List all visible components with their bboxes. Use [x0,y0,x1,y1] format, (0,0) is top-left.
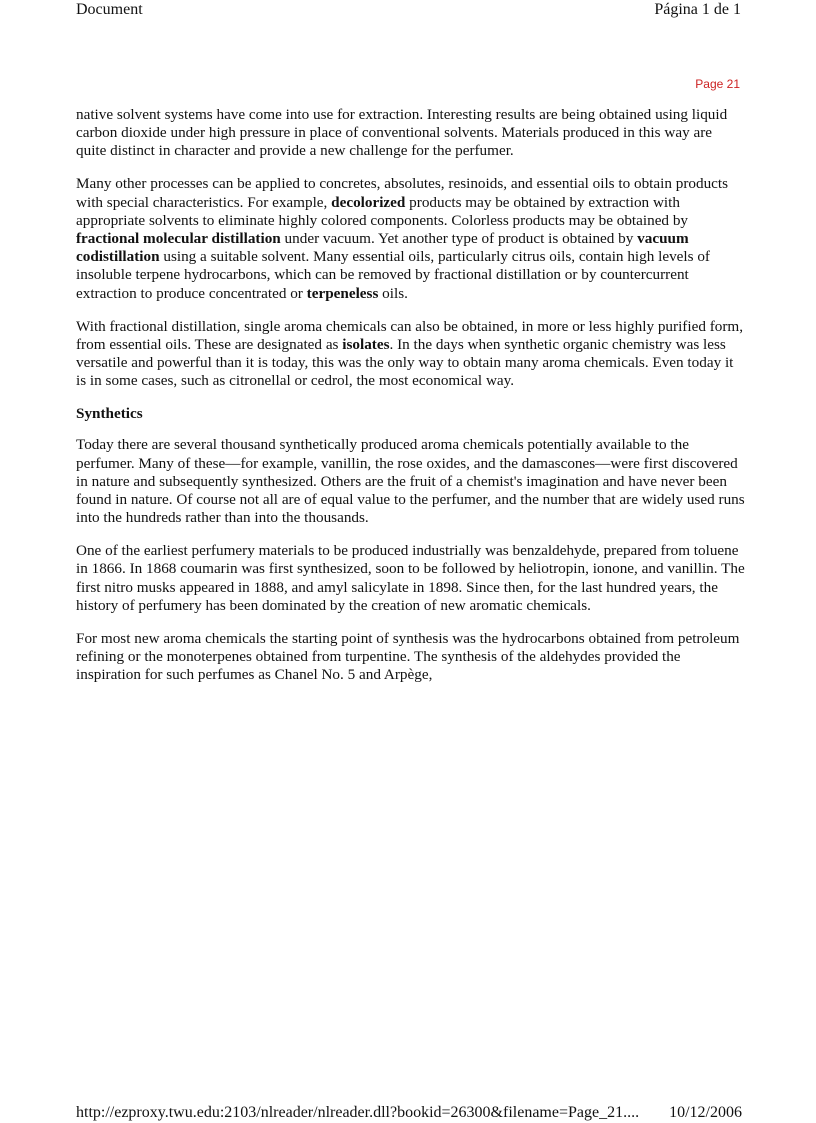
paragraph-6: For most new aroma chemicals the starting point of synthesis was the hydrocarbons obtained from petroleum refining or the monoterpenes obtained from turpentine. The synthesis of the aldehydes provided the inspiration for such perfumes as Chanel No. 5 and Arpège, [76,629,740,684]
paragraph-2 [76,175,746,302]
paragraph-1: native solvent systems have come into use for extraction. Interesting results are being obtained using liquid carbon dioxide under high pressure in place of conventional solvents. Materials produced in this way are quite distinct in character and provide a new challenge for the perfumer. [76,106,728,160]
term-isolates: isolates [342,335,390,353]
document-body [76,106,746,699]
term-vacuum-codistillation: vacuum codistillation [76,230,689,266]
paragraph-2-text-e: under vacuum. Yet another type of product is obtained by [280,230,638,248]
paragraph-2-text-i: oils. [378,284,408,302]
term-fractional-molecular-distillation: fractional molecular distillation [76,230,281,248]
paragraph-3-text-a: With fractional distillation, single aroma chemicals can also be obtained, in more or less highly purified form, from essential oils. These are designated as [76,317,744,353]
paragraph-3 [76,318,746,391]
paragraph-2-text-g: using a suitable solvent. Many essential oils, particularly citrus oils, contain high levels of insoluble terpene hydrocarbons, which can be removed by fractional distillation or by countercurrent extraction to produce concentrated or [76,248,710,302]
footer-url: http://ezproxy.twu.edu:2103/nlreader/nlreader.dll?bookid=26300&filename=Page_21.... [76,1104,640,1121]
footer-date: 10/12/2006 [669,1104,742,1121]
paragraph-3-text-c: . In the days when synthetic organic chemistry was less versatile and powerful than it is today, this was the only way to obtain many aroma chemicals. Even today it is in some cases, such as citronellal or cedrol, the most economical way. [76,335,734,390]
page-number-label: Page 21 [695,77,740,91]
header-title: Document [76,1,143,18]
paragraph-4: Today there are several thousand synthetically produced aroma chemicals potentially available to the perfumer. Many of these—for example, vanillin, the rose oxides, and the damascones—were first discovered in nature and subsequently synthesized. Others are the fruit of a chemist's imagination and have never been found in nature. Of course not all are of equal value to the perfumer, and the number that are widely used runs into the hundreds rather than into the thousands. [76,436,745,527]
header-page-count: Página 1 de 1 [654,1,741,18]
paragraph-5: One of the earliest perfumery materials to be produced industrially was benzaldehyde, prepared from toluene in 1866. In 1868 coumarin was first synthesized, soon to be followed by heliotropin, ionone, and vanillin. The first nitro musks appeared in 1888, and amyl salicylate in 1898. Since then, for the last hundred years, the history of perfumery has been dominated by the creation of new aromatic chemicals. [76,542,745,614]
term-terpeneless: terpeneless [306,284,379,302]
paragraph-2-text-c: products may be obtained by extraction with appropriate solvents to eliminate highly colored components. Colorless products may be obtained by [76,193,689,229]
paragraph-2-text-a: Many other processes can be applied to concretes, absolutes, resinoids, and essential oils to obtain products with special characteristics. For example, [76,175,729,211]
section-heading-synthetics: Synthetics [76,405,143,423]
term-decolorized: decolorized [331,193,406,211]
